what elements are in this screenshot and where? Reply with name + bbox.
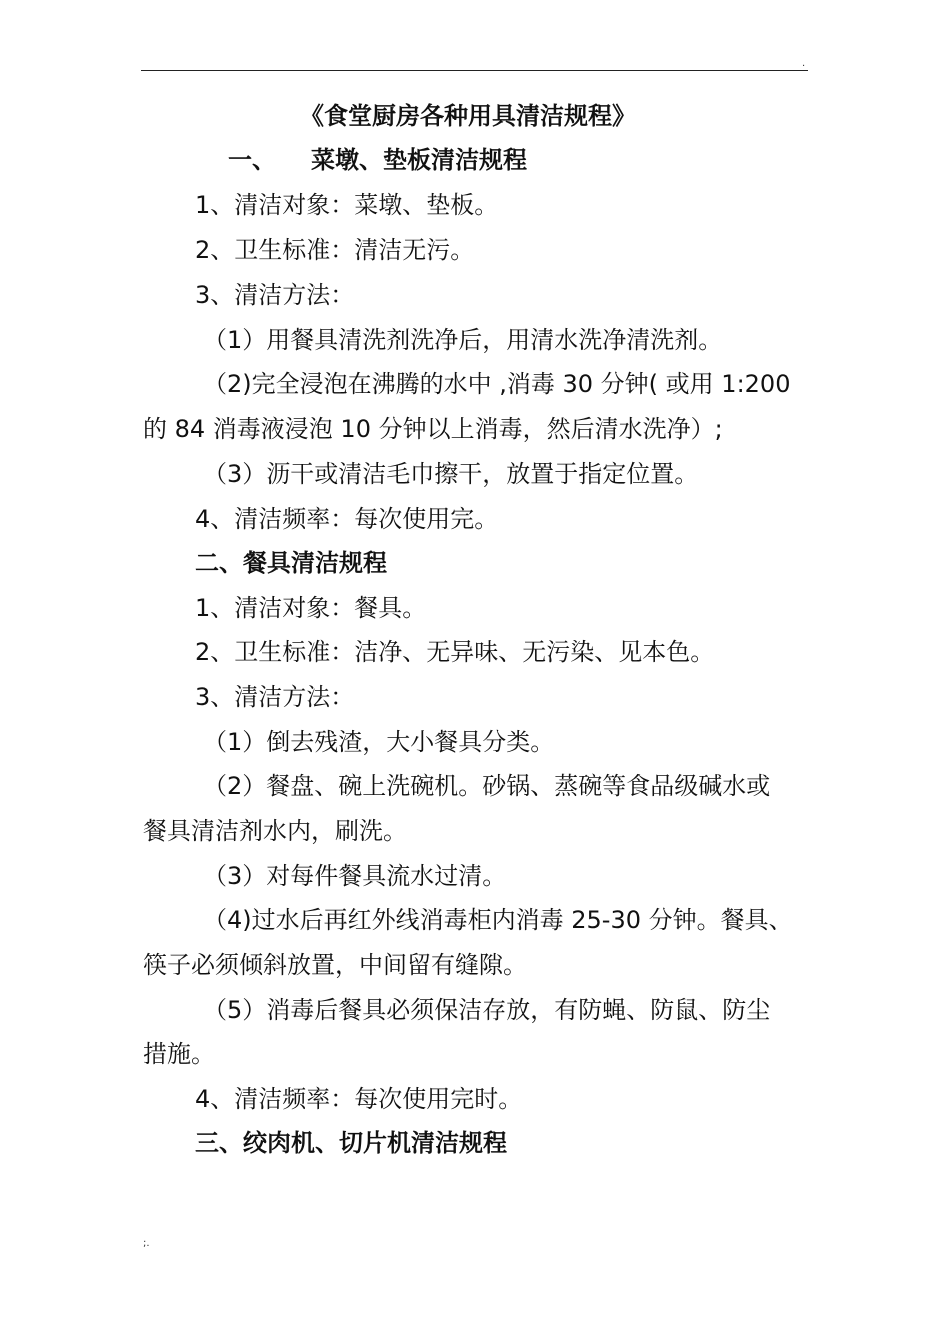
section1-item: （3）沥干或清洁毛巾擦干，放置于指定位置。 (203, 460, 699, 488)
section2-item: 措施。 (143, 1040, 215, 1068)
section2-item: 筷子必须倾斜放置，中间留有缝隙。 (143, 951, 527, 979)
section2-heading: 二、餐具清洁规程 (195, 549, 387, 577)
section1-number: 一、 (228, 146, 276, 174)
section1-item: （1）用餐具清洗剂洗净后，用清水洗净清洗剂。 (203, 326, 723, 354)
section2-item: 2、卫生标准：洁净、无异味、无污染、见本色。 (195, 638, 715, 666)
section2-item: 4、清洁频率：每次使用完时。 (195, 1085, 523, 1113)
section2-item: （2）餐盘、碗上洗碗机。砂锅、蒸碗等食品级碱水或 (203, 772, 771, 800)
section1-item: 2、卫生标准：清洁无污。 (195, 236, 475, 264)
section1-item: 4、清洁频率：每次使用完。 (195, 505, 499, 533)
footer-mark: ;. (143, 1238, 150, 1249)
section1-item: 1、清洁对象：菜墩、垫板。 (195, 191, 499, 219)
section2-item: 餐具清洁剂水内，刷洗。 (143, 817, 407, 845)
header-rule (141, 70, 808, 71)
section1-item: 的 84 消毒液浸泡 10 分钟以上消毒，然后清水洗净）; (143, 415, 723, 443)
section2-item: 1、清洁对象：餐具。 (195, 594, 427, 622)
section1-heading: 菜墩、垫板清洁规程 (311, 146, 527, 174)
section3-heading: 三、绞肉机、切片机清洁规程 (195, 1129, 507, 1157)
section1-item: （2)完全浸泡在沸腾的水中 ,消毒 30 分钟( 或用 1:200 (203, 370, 791, 398)
document-title: 《食堂厨房各种用具清洁规程》 (300, 102, 636, 130)
header-mark: . (802, 58, 806, 69)
section2-item: （1）倒去残渣，大小餐具分类。 (203, 728, 555, 756)
section2-item: 3、清洁方法： (195, 683, 355, 711)
section2-item: （4)过水后再红外线消毒柜内消毒 25-30 分钟。餐具、 (203, 906, 793, 934)
section2-item: （5）消毒后餐具必须保洁存放，有防蝇、防鼠、防尘 (203, 996, 771, 1024)
section2-item: （3）对每件餐具流水过清。 (203, 862, 507, 890)
section1-item: 3、清洁方法： (195, 281, 355, 309)
